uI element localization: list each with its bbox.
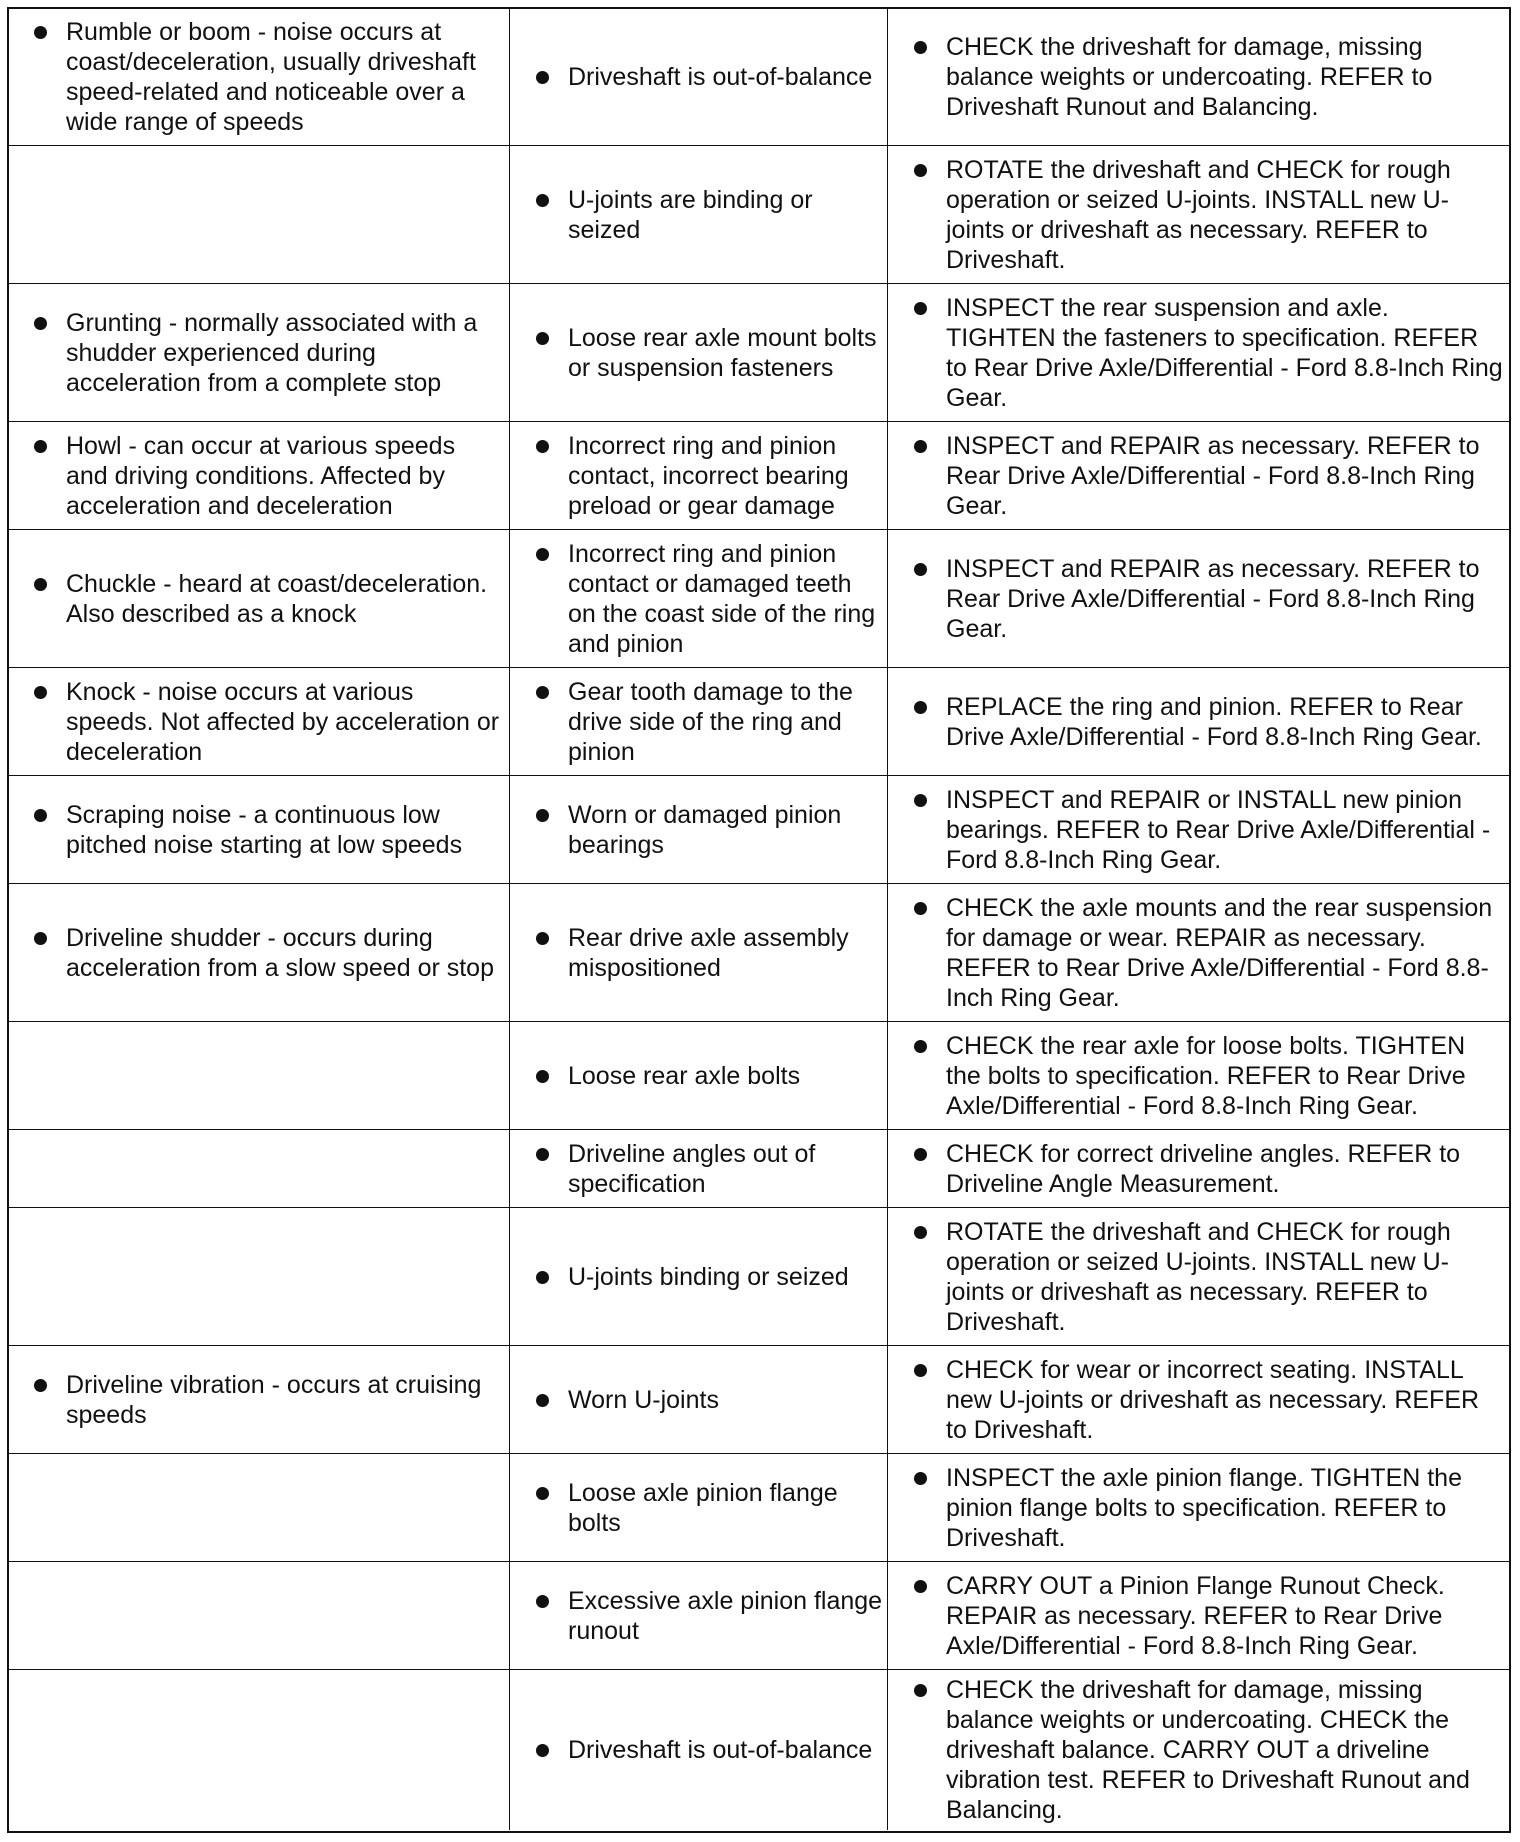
cause-item [510, 1139, 887, 1199]
action-text: CHECK for correct driveline angles. REFER to Driveline Angle Measurement. [946, 1139, 1461, 1198]
condition-text: Chuckle - heard at coast/deceleration. Also described as a knock [66, 569, 488, 628]
action-cell [888, 9, 1509, 145]
action-item [888, 293, 1509, 413]
condition-cell [9, 1454, 510, 1561]
action-text: INSPECT the axle pinion flange. TIGHTEN the pinion flange bolts to specification. REFER to Driveshaft. [946, 1463, 1462, 1552]
condition-cell [9, 146, 510, 283]
cause-text: Incorrect ring and pinion contact, incorrect bearing preload or gear damage [568, 431, 849, 520]
action-cell [888, 1454, 1509, 1561]
cause-cell [510, 1130, 888, 1207]
bullet-icon [34, 317, 47, 330]
action-item [888, 893, 1509, 1013]
bullet-icon [536, 194, 549, 207]
cause-text: Loose axle pinion flange bolts [568, 1478, 838, 1537]
cause-item [510, 923, 887, 983]
cause-item [510, 800, 887, 860]
bullet-icon [34, 809, 47, 822]
action-cell [888, 1208, 1509, 1345]
cause-text: Driveline angles out of specification [568, 1139, 816, 1198]
bullet-icon [34, 1379, 47, 1392]
cause-cell [510, 530, 888, 667]
action-text: CHECK the rear axle for loose bolts. TIGHTEN the bolts to specification. REFER to Rear Drive Axle/Differential - Ford 8.8-Inch Ring Gear. [946, 1031, 1466, 1120]
condition-cell [9, 284, 510, 421]
action-text: INSPECT and REPAIR as necessary. REFER to Rear Drive Axle/Differential - Ford 8.8-Inch Ring Gear. [946, 431, 1480, 520]
cause-text: Excessive axle pinion flange runout [568, 1586, 883, 1645]
action-text: INSPECT and REPAIR or INSTALL new pinion bearings. REFER to Rear Drive Axle/Differential - Ford 8.8-Inch Ring Gear. [946, 785, 1491, 874]
bullet-icon [914, 41, 927, 54]
action-cell [888, 1130, 1509, 1207]
action-item [888, 1139, 1509, 1199]
cause-item [510, 323, 887, 383]
action-item [888, 1355, 1509, 1445]
cause-cell [510, 884, 888, 1021]
action-cell [888, 1346, 1509, 1453]
cause-text: Incorrect ring and pinion contact or damaged teeth on the coast side of the ring and pinion [568, 539, 876, 658]
table-row [9, 775, 1509, 883]
action-item [888, 1571, 1509, 1661]
bullet-icon [536, 932, 549, 945]
condition-cell [9, 9, 510, 145]
condition-cell [9, 1022, 510, 1129]
bullet-icon [536, 1595, 549, 1608]
table-row [9, 421, 1509, 529]
action-cell [888, 1022, 1509, 1129]
cause-text: Driveshaft is out-of-balance [568, 1736, 873, 1764]
action-item [888, 554, 1509, 644]
action-cell [888, 422, 1509, 529]
action-text: INSPECT and REPAIR as necessary. REFER to Rear Drive Axle/Differential - Ford 8.8-Inch Ring Gear. [946, 554, 1480, 643]
cause-item [510, 1586, 887, 1646]
condition-item [9, 431, 509, 521]
cause-cell [510, 146, 888, 283]
action-cell [888, 146, 1509, 283]
action-text: INSPECT the rear suspension and axle. TIGHTEN the fasteners to specification. REFER to Rear Drive Axle/Differential - Ford 8.8-Inch Ring Gear. [946, 293, 1503, 412]
diagnosis-table [7, 7, 1511, 1833]
cause-cell [510, 1454, 888, 1561]
cause-item [510, 1735, 887, 1765]
condition-text: Knock - noise occurs at various speeds. Not affected by acceleration or deceleration [66, 677, 500, 766]
bullet-icon [536, 1271, 549, 1284]
action-cell [888, 530, 1509, 667]
table-row [9, 883, 1509, 1021]
cause-cell [510, 668, 888, 775]
condition-item [9, 1370, 509, 1430]
condition-cell [9, 530, 510, 667]
cause-item [510, 1061, 887, 1091]
action-item [888, 692, 1509, 752]
condition-item [9, 569, 509, 629]
action-cell [888, 284, 1509, 421]
condition-text: Scraping noise - a continuous low pitched noise starting at low speeds [66, 800, 463, 859]
condition-cell [9, 776, 510, 883]
condition-cell [9, 1670, 510, 1830]
action-item [888, 1031, 1509, 1121]
condition-cell [9, 884, 510, 1021]
cause-cell [510, 284, 888, 421]
action-text: REPLACE the ring and pinion. REFER to Rear Drive Axle/Differential - Ford 8.8-Inch Ring Gear. [946, 692, 1482, 751]
action-text: ROTATE the driveshaft and CHECK for rough operation or seized U-joints. INSTALL new U-joints or driveshaft as necessary. REFER to Driveshaft. [946, 1217, 1451, 1336]
table-row [9, 667, 1509, 775]
cause-item [510, 62, 887, 92]
bullet-icon [536, 332, 549, 345]
bullet-icon [914, 1040, 927, 1053]
table-row [9, 1345, 1509, 1453]
condition-item [9, 308, 509, 398]
cause-cell [510, 1670, 888, 1830]
condition-text: Driveline shudder - occurs during acceleration from a slow speed or stop [66, 923, 494, 982]
table-row [9, 1129, 1509, 1207]
bullet-icon [536, 1070, 549, 1083]
condition-item [9, 677, 509, 767]
condition-text: Rumble or boom - noise occurs at coast/deceleration, usually driveshaft speed-related and noticeable over a wide range of speeds [66, 18, 476, 136]
bullet-icon [34, 26, 47, 39]
table-row [9, 1453, 1509, 1561]
bullet-icon [536, 548, 549, 561]
action-text: CHECK for wear or incorrect seating. INSTALL new U-joints or driveshaft as necessary. REFER to Driveshaft. [946, 1355, 1480, 1444]
condition-cell [9, 422, 510, 529]
cause-cell [510, 9, 888, 145]
cause-text: Driveshaft is out-of-balance [568, 63, 873, 91]
cause-cell [510, 422, 888, 529]
action-cell [888, 1562, 1509, 1669]
action-text: CARRY OUT a Pinion Flange Runout Check. REPAIR as necessary. REFER to Rear Drive Axle/Differential - Ford 8.8-Inch Ring Gear. [946, 1571, 1445, 1660]
action-text: CHECK the axle mounts and the rear suspension for damage or wear. REPAIR as necessary. REFER to Rear Drive Axle/Differential - Ford 8.8-Inch Ring Gear. [946, 893, 1493, 1012]
condition-item [9, 923, 509, 983]
table-row [9, 1561, 1509, 1669]
cause-text: U-joints binding or seized [568, 1262, 849, 1291]
action-item [888, 1217, 1509, 1337]
condition-cell [9, 1562, 510, 1669]
cause-text: Worn or damaged pinion bearings [568, 800, 842, 859]
cause-cell [510, 776, 888, 883]
bullet-icon [914, 1364, 927, 1377]
action-cell [888, 668, 1509, 775]
condition-item [9, 800, 509, 860]
bullet-icon [914, 563, 927, 576]
table-row [9, 283, 1509, 421]
condition-cell [9, 668, 510, 775]
bullet-icon [536, 440, 549, 453]
bullet-icon [914, 1148, 927, 1161]
cause-item [510, 1478, 887, 1538]
bullet-icon [914, 1472, 927, 1485]
bullet-icon [914, 1684, 927, 1697]
action-item [888, 32, 1509, 122]
bullet-icon [536, 1148, 549, 1161]
bullet-icon [34, 932, 47, 945]
action-item [888, 1675, 1509, 1825]
bullet-icon [914, 1580, 927, 1593]
table-row [9, 1021, 1509, 1129]
action-item [888, 1463, 1509, 1553]
cause-item [510, 539, 887, 659]
cause-item [510, 677, 887, 767]
action-text: CHECK the driveshaft for damage, missing balance weights or undercoating. REFER to Driveshaft Runout and Balancing. [946, 33, 1433, 121]
action-item [888, 155, 1509, 275]
action-text: ROTATE the driveshaft and CHECK for rough operation or seized U-joints. INSTALL new U-joints or driveshaft as necessary. REFER to Driveshaft. [946, 155, 1451, 274]
bullet-icon [914, 794, 927, 807]
bullet-icon [914, 1226, 927, 1239]
cause-text: Loose rear axle mount bolts or suspension fasteners [568, 323, 877, 382]
table-row [9, 145, 1509, 283]
bullet-icon [536, 1394, 549, 1407]
bullet-icon [536, 686, 549, 699]
condition-text: Grunting - normally associated with a shudder experienced during acceleration from a complete stop [66, 308, 478, 397]
table-row [9, 529, 1509, 667]
action-cell [888, 884, 1509, 1021]
bullet-icon [536, 71, 549, 84]
condition-cell [9, 1130, 510, 1207]
cause-text: Rear drive axle assembly mispositioned [568, 923, 849, 982]
bullet-icon [536, 809, 549, 822]
cause-cell [510, 1208, 888, 1345]
cause-item [510, 1262, 887, 1292]
cause-text: Worn U-joints [568, 1385, 719, 1414]
condition-text: Driveline vibration - occurs at cruising speeds [66, 1370, 482, 1429]
cause-cell [510, 1346, 888, 1453]
bullet-icon [34, 686, 47, 699]
cause-text: Loose rear axle bolts [568, 1061, 801, 1090]
table-row [9, 1669, 1509, 1830]
action-item [888, 785, 1509, 875]
cause-item [510, 431, 887, 521]
cause-item [510, 185, 887, 245]
condition-cell [9, 1346, 510, 1453]
bullet-icon [34, 440, 47, 453]
action-cell [888, 1670, 1509, 1830]
bullet-icon [914, 701, 927, 714]
cause-item [510, 1385, 887, 1415]
table-row [9, 1207, 1509, 1345]
condition-text: Howl - can occur at various speeds and driving conditions. Affected by acceleration and deceleration [66, 431, 456, 520]
bullet-icon [536, 1744, 549, 1757]
condition-cell [9, 1208, 510, 1345]
bullet-icon [34, 578, 47, 591]
action-item [888, 431, 1509, 521]
action-text: CHECK the driveshaft for damage, missing balance weights or undercoating. CHECK the driveshaft balance. CARRY OUT a driveline vibration test. REFER to Driveshaft Runout and Balancing. [946, 1676, 1470, 1824]
bullet-icon [914, 440, 927, 453]
bullet-icon [914, 164, 927, 177]
bullet-icon [536, 1487, 549, 1500]
condition-item [9, 17, 509, 137]
bullet-icon [914, 902, 927, 915]
cause-text: Gear tooth damage to the drive side of the ring and pinion [568, 677, 853, 766]
cause-cell [510, 1022, 888, 1129]
cause-text: U-joints are binding or seized [568, 185, 813, 244]
cause-cell [510, 1562, 888, 1669]
table-row [9, 9, 1509, 145]
bullet-icon [914, 302, 927, 315]
action-cell [888, 776, 1509, 883]
